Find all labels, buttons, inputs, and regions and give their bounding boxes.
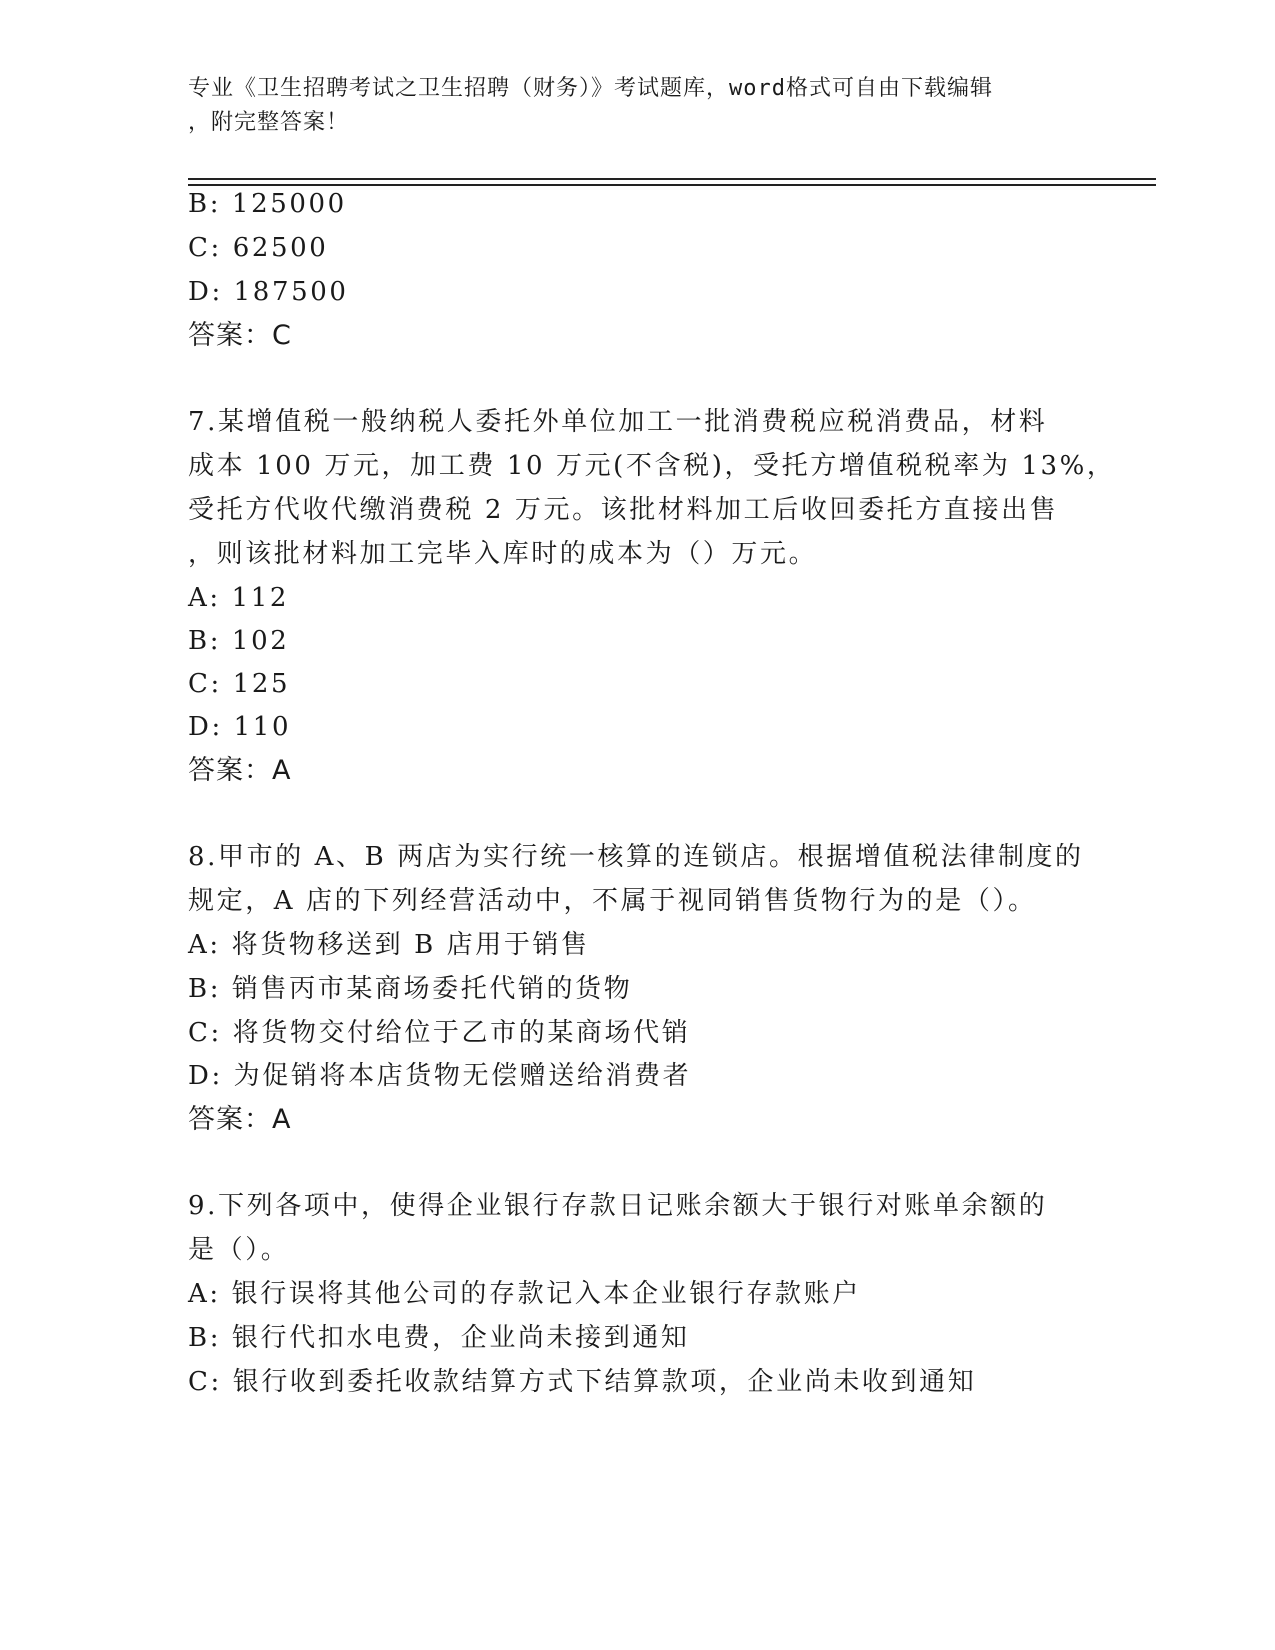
q7-answer: 答案：A: [188, 755, 292, 786]
q9-stem-line-1: 9.下列各项中，使得企业银行存款日记账余额大于银行对账单余额的: [188, 1191, 1048, 1221]
q7-stem-line-1: 7.某增值税一般纳税人委托外单位加工一批消费税应税消费品，材料: [188, 407, 1048, 437]
q8-option-a: A: 将货物移送到 B 店用于销售: [188, 930, 590, 960]
header-line-2: ，附完整答案！: [188, 110, 350, 135]
q6-option-c: C: 62500: [188, 233, 329, 263]
header-rule-bottom: [188, 184, 1156, 186]
q8-option-c: C: 将货物交付给位于乙市的某商场代销: [188, 1018, 691, 1048]
q6-option-b: B: 125000: [188, 189, 347, 219]
q7-option-a: A: 112: [188, 583, 290, 613]
q9-stem-line-2: 是（）。: [188, 1235, 290, 1265]
q7-stem-line-4: ，则该批材料加工完毕入库时的成本为（）万元。: [188, 539, 818, 569]
q7-option-c: C: 125: [188, 669, 291, 699]
q8-answer: 答案：A: [188, 1104, 292, 1135]
q6-option-d: D: 187500: [188, 277, 349, 307]
q7-option-b: B: 102: [188, 626, 290, 656]
q9-option-c: C: 银行收到委托收款结算方式下结算款项，企业尚未收到通知: [188, 1367, 977, 1397]
q8-option-b: B: 销售丙市某商场委托代销的货物: [188, 974, 633, 1004]
q7-option-d: D: 110: [188, 712, 292, 742]
q7-stem-line-2: 成本 100 万元，加工费 10 万元(不含税)，受托方增值税税率为 13%，: [188, 451, 1116, 481]
header-rule-top: [188, 178, 1156, 180]
header-line-1: 专业《卫生招聘考试之卫生招聘（财务）》考试题库，word格式可自由下载编辑: [188, 76, 993, 101]
q8-stem-line-2: 规定，A 店的下列经营活动中，不属于视同销售货物行为的是（）。: [188, 886, 1037, 916]
document-header: [188, 72, 1088, 140]
q8-stem-line-1: 8.甲市的 A、B 两店为实行统一核算的连锁店。根据增值税法律制度的: [188, 842, 1084, 872]
q6-answer: 答案：C: [188, 320, 292, 351]
q9-option-b: B: 银行代扣水电费，企业尚未接到通知: [188, 1323, 690, 1353]
q9-option-a: A: 银行误将其他公司的存款记入本企业银行存款账户: [188, 1279, 861, 1309]
q8-option-d: D: 为促销将本店货物无偿赠送给消费者: [188, 1061, 692, 1091]
q7-stem-line-3: 受托方代收代缴消费税 2 万元。该批材料加工后收回委托方直接出售: [188, 495, 1059, 525]
